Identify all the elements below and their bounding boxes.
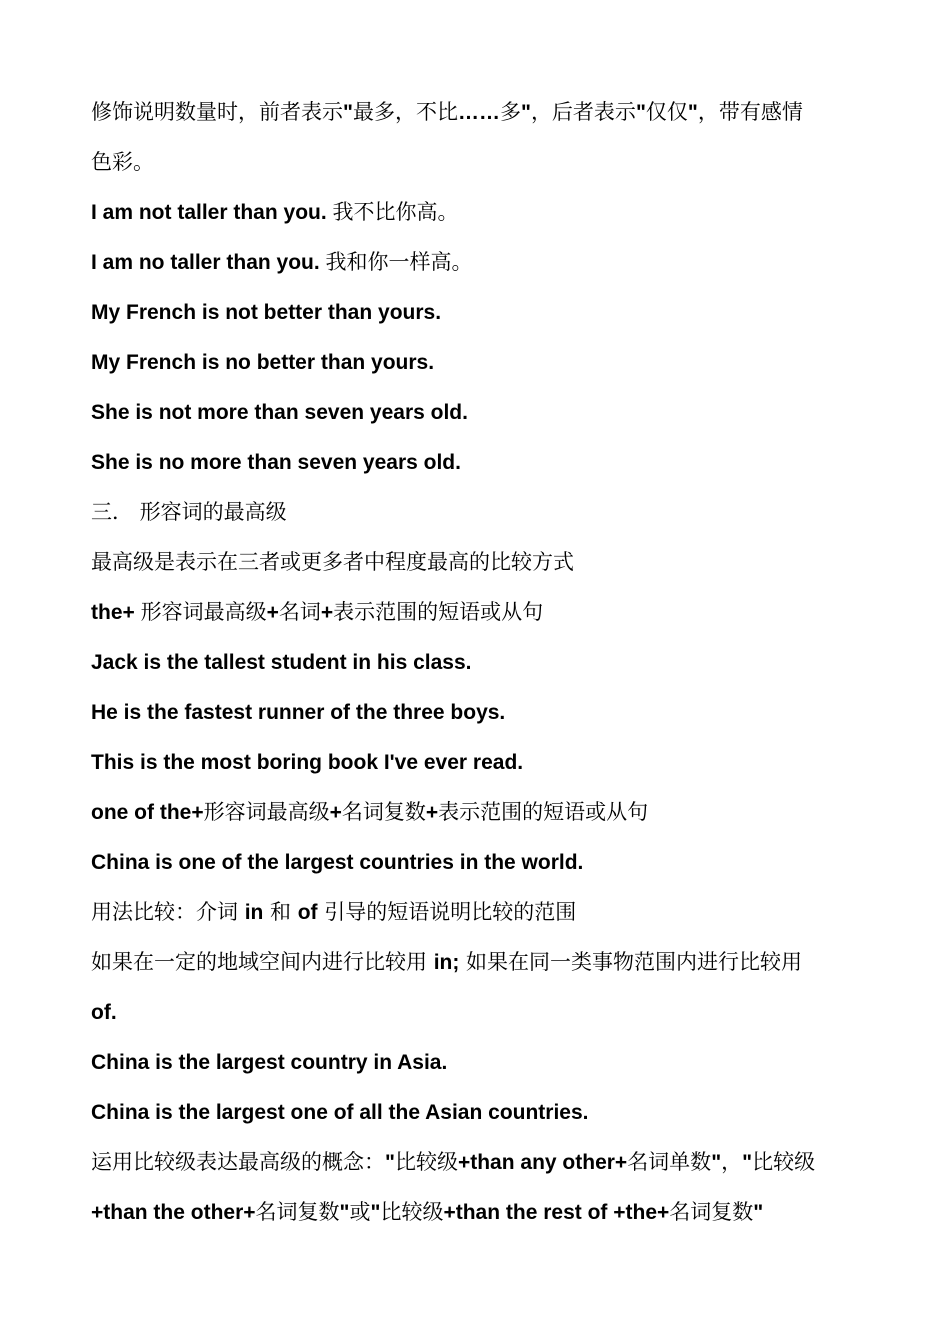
chinese-text: 和 [263, 900, 298, 924]
text-line [91, 437, 871, 487]
chinese-text: 引导的短语说明比较的范围 [317, 900, 577, 924]
text-line [91, 337, 871, 387]
chinese-text: 名词单数 [627, 1150, 712, 1174]
text-line [91, 687, 871, 737]
english-text: I am no taller than you. [91, 251, 326, 274]
text-line [91, 287, 871, 337]
chinese-text: 表示范围的短语或从句 [333, 600, 544, 624]
english-text: China is the largest country in Asia. [91, 1051, 448, 1074]
english-text: I am not taller than you. [91, 201, 333, 224]
text-line [91, 537, 871, 587]
english-text: " [742, 1151, 753, 1174]
chinese-text: ，带有感情 [697, 100, 803, 124]
english-text: +than the other+ [91, 1201, 256, 1224]
text-line [91, 587, 871, 637]
english-text: + [320, 601, 334, 624]
text-line [91, 187, 871, 237]
text-line [91, 1137, 871, 1187]
chinese-text: 修饰说明数量时，前者表示 [91, 100, 343, 124]
text-line [91, 487, 871, 537]
text-line [91, 387, 871, 437]
chinese-text: 仅仅 [645, 100, 688, 124]
chinese-text: 名词 [278, 600, 321, 624]
text-line [91, 1187, 871, 1237]
text-line [91, 937, 871, 987]
english-text: This is the most boring book I've ever read. [91, 751, 524, 774]
english-text: + [329, 801, 342, 824]
text-line [91, 737, 871, 787]
english-text: + [425, 801, 439, 824]
text-line [91, 787, 871, 837]
english-text: " [520, 101, 531, 124]
chinese-text: 我不比你高。 [332, 200, 459, 224]
chinese-text: ， [721, 1150, 743, 1174]
english-text: " [753, 1201, 764, 1224]
chinese-text: ，后者表示 [530, 100, 636, 124]
chinese-text: 名词复数 [669, 1200, 754, 1224]
text-line [91, 1087, 871, 1137]
text-line [91, 1037, 871, 1087]
text-line [91, 837, 871, 887]
chinese-text: 用法比较：介词 [91, 900, 245, 924]
english-text: " [370, 1201, 381, 1224]
english-text: " [635, 101, 646, 124]
english-text: the+ [91, 601, 141, 624]
chinese-text: 比较级 [394, 1150, 458, 1174]
english-text: + [266, 601, 279, 624]
text-line [91, 637, 871, 687]
english-text: She is not more than seven years old. [91, 401, 468, 424]
english-text: China is one of the largest countries in the world. [91, 851, 584, 874]
english-text: +than the rest of +the+ [443, 1201, 670, 1224]
english-text: Jack is the tallest student in his class. [91, 651, 472, 674]
english-text: +than any other+ [457, 1151, 628, 1174]
english-text: She is no more than seven years old. [91, 451, 461, 474]
english-text: " [385, 1151, 395, 1174]
english-text: He is the fastest runner of the three boys. [91, 701, 506, 724]
chinese-text: 名词复数 [341, 800, 426, 824]
chinese-text: 形容词最高级 [140, 600, 267, 624]
english-text: of. [91, 1001, 117, 1024]
chinese-text: 名词复数 [255, 1200, 340, 1224]
text-line [91, 987, 871, 1037]
text-line [91, 87, 871, 137]
english-text: China is the largest one of all the Asian countries. [91, 1101, 589, 1124]
english-text: …… [457, 101, 500, 124]
english-text: " [343, 101, 353, 124]
text-line [91, 137, 871, 187]
chinese-text: 我和你一样高。 [325, 250, 473, 274]
english-text: " [711, 1151, 722, 1174]
english-text: in; [433, 951, 460, 974]
english-text: " [339, 1201, 350, 1224]
english-text: My French is not better than yours. [91, 301, 442, 324]
chinese-text: 或 [349, 1200, 371, 1224]
chinese-text: 比较级 [752, 1150, 816, 1174]
english-text: " [687, 101, 698, 124]
english-text: in [244, 901, 264, 924]
text-line [91, 887, 871, 937]
chinese-text: 表示范围的短语或从句 [438, 800, 649, 824]
chinese-text: 如果在一定的地域空间内进行比较用 [91, 950, 434, 974]
chinese-text: 形容词最高级 [203, 800, 330, 824]
english-text: of [297, 901, 318, 924]
chinese-text: 色彩。 [91, 150, 154, 174]
document-page [91, 87, 871, 1237]
chinese-text: 三． 形容词的最高级 [91, 500, 287, 524]
chinese-text: 比较级 [380, 1200, 444, 1224]
chinese-text: 最高级是表示在三者或更多者中程度最高的比较方式 [91, 550, 574, 574]
text-line [91, 237, 871, 287]
english-text: My French is no better than yours. [91, 351, 435, 374]
chinese-text: 运用比较级表达最高级的概念： [91, 1150, 385, 1174]
english-text: one of the+ [91, 801, 204, 824]
chinese-text: 如果在同一类事物范围内进行比较用 [459, 950, 803, 974]
chinese-text: 最多，不比 [352, 100, 458, 124]
chinese-text: 多 [499, 100, 521, 124]
